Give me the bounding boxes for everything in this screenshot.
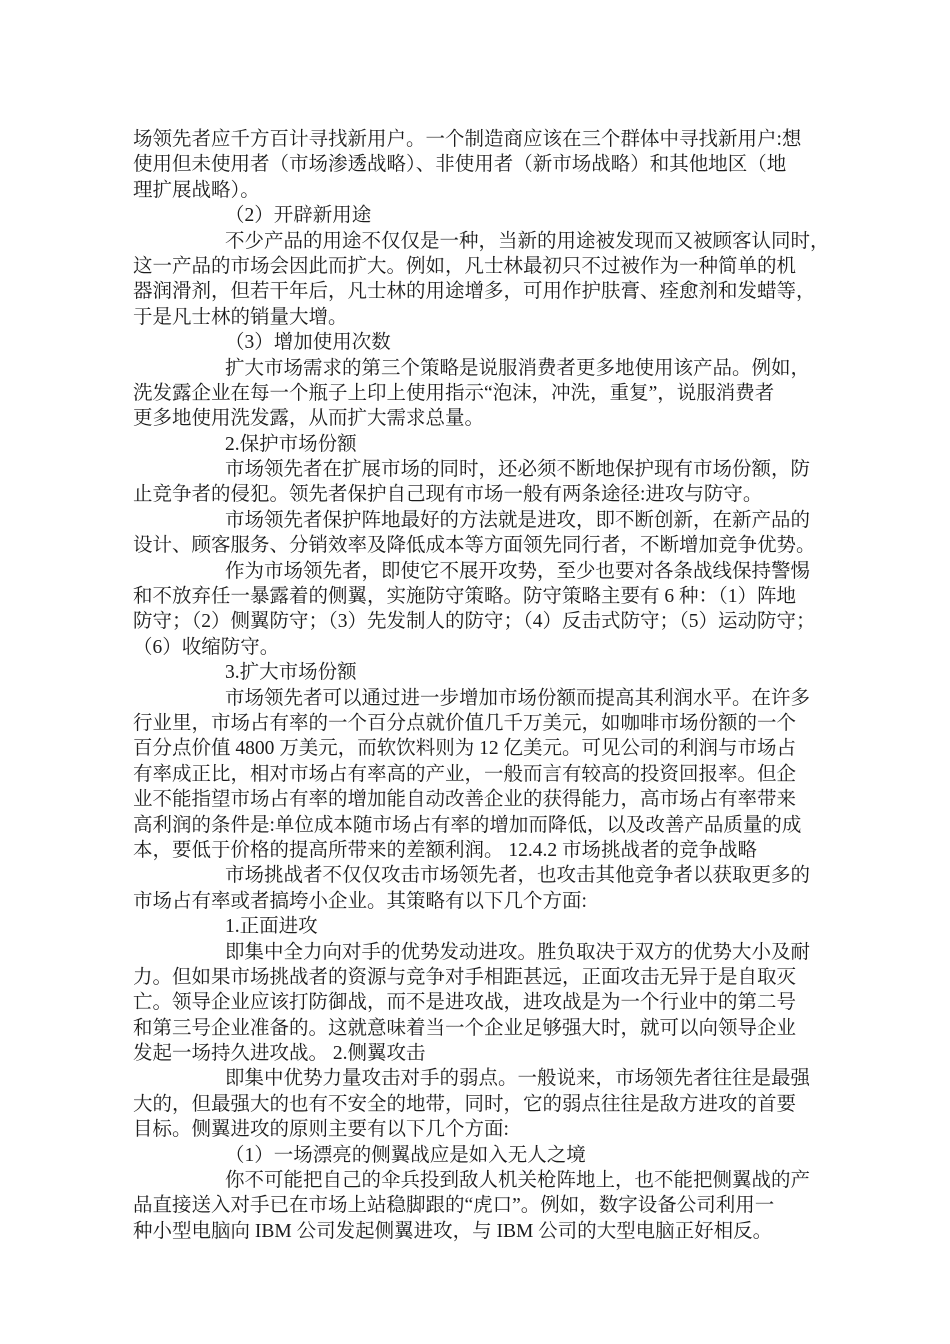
document-text-block	[133, 127, 833, 1244]
text-line: 市场挑战者不仅仅攻击市场领先者，也攻击其他竞争者以获取更多的	[225, 865, 811, 887]
text-line: 作为市场领先者，即使它不展开攻势，至少也要对各条战线保持警惕	[225, 560, 811, 582]
text-line: 本，要低于价格的提高所带来的差额利润。 12.4.2 市场挑战者的竞争战略	[133, 839, 758, 861]
text-line: 目标。侧翼进攻的原则主要有以下几个方面:	[133, 1119, 509, 1141]
text-line: 使用但未使用者（市场渗透战略）、非使用者（新市场战略）和其他地区（地	[133, 154, 787, 176]
text-line: 百分点价值 4800 万美元，而软饮料则为 12 亿美元。可见公司的利润与市场占	[133, 738, 797, 760]
text-line: 行业里，市场占有率的一个百分点就价值几千万美元，如咖啡市场份额的一个	[133, 712, 797, 734]
text-line: （2）开辟新用途	[225, 205, 372, 227]
text-line: 即集中优势力量攻击对手的弱点。一般说来，市场领先者往往是最强	[225, 1068, 811, 1090]
text-line: 高利润的条件是:单位成本随市场占有率的增加而降低，以及改善产品质量的成	[133, 814, 802, 836]
text-line: 亡。领导企业应该打防御战，而不是进攻战，进攻战是为一个行业中的第二号	[133, 992, 797, 1014]
text-line: 更多地使用洗发露，从而扩大需求总量。	[133, 408, 485, 430]
text-line: 即集中全力向对手的优势发动进攻。胜负取决于双方的优势大小及耐	[225, 941, 811, 963]
text-line: 2.保护市场份额	[225, 433, 357, 455]
text-line: 大的，但最强大的也有不安全的地带，同时，它的弱点往往是敌方进攻的首要	[133, 1093, 797, 1115]
text-line: 力。但如果市场挑战者的资源与竞争对手相距甚远，正面攻击无异于是自取灭	[133, 966, 797, 988]
text-line: 1.正面进攻	[225, 916, 318, 938]
text-line: 3.扩大市场份额	[225, 662, 357, 684]
text-line: （3）增加使用次数	[225, 332, 391, 354]
text-line: 这一产品的市场会因此而扩大。例如，凡士林最初只不过被作为一种简单的机	[133, 255, 797, 277]
text-line: 场领先者应千方百计寻找新用户。一个制造商应该在三个群体中寻找新用户:想	[133, 129, 802, 150]
text-line: 不少产品的用途不仅仅是一种，当新的用途被发现而又被顾客认同时，	[225, 230, 830, 252]
text-line: 和不放弃任一暴露着的侧翼，实施防守策略。防守策略主要有 6 种：（1）阵地	[133, 586, 797, 608]
text-line: （1）一场漂亮的侧翼战应是如入无人之境	[225, 1144, 586, 1166]
text-line: 种小型电脑向 IBM 公司发起侧翼进攻，与 IBM 公司的大型电脑正好相反。	[133, 1220, 773, 1242]
text-line: 有率成正比，相对市场占有率高的产业，一般而言有较高的投资回报率。但企	[133, 763, 797, 785]
text-line: 防守；（2）侧翼防守；（3）先发制人的防守；（4）反击式防守；（5）运动防守；	[133, 611, 816, 633]
text-line: 市场领先者保护阵地最好的方法就是进攻，即不断创新，在新产品的	[225, 509, 811, 531]
text-line: 设计、顾客服务、分销效率及降低成本等方面领先同行者，不断增加竞争优势。	[133, 535, 816, 557]
text-line: 业不能指望市场占有率的增加能自动改善企业的获得能力，高市场占有率带来	[133, 789, 797, 811]
text-line: 于是凡士林的销量大增。	[133, 306, 348, 328]
text-line: 发起一场持久进攻战。 2.侧翼攻击	[133, 1043, 426, 1065]
text-line: 理扩展战略）。	[133, 179, 260, 201]
text-line: 市场领先者可以通过进一步增加市场份额而提高其利润水平。在许多	[225, 687, 811, 709]
text-line: （6）收缩防守。	[133, 636, 280, 658]
text-line: 和第三号企业准备的。这就意味着当一个企业足够强大时，就可以向领导企业	[133, 1017, 797, 1039]
text-line: 扩大市场需求的第三个策略是说服消费者更多地使用该产品。例如，	[225, 357, 811, 379]
text-line: 你不可能把自己的伞兵投到敌人机关枪阵地上，也不能把侧翼战的产	[225, 1170, 811, 1192]
text-line: 器润滑剂，但若干年后，凡士林的用途增多，可用作护肤膏、痊愈剂和发蜡等，	[133, 281, 816, 303]
text-line: 洗发露企业在每一个瓶子上印上使用指示“泡沫，冲洗，重复”，说服消费者	[133, 382, 775, 404]
text-line: 市场领先者在扩展市场的同时，还必须不断地保护现有市场份额，防	[225, 459, 811, 481]
text-line: 市场占有率或者搞垮小企业。其策略有以下几个方面:	[133, 890, 587, 912]
text-line: 品直接送入对手已在市场上站稳脚跟的“虎口”。例如，数字设备公司利用一	[133, 1195, 775, 1217]
text-line: 止竞争者的侵犯。领先者保护自己现有市场一般有两条途径:进攻与防守。	[133, 484, 763, 506]
